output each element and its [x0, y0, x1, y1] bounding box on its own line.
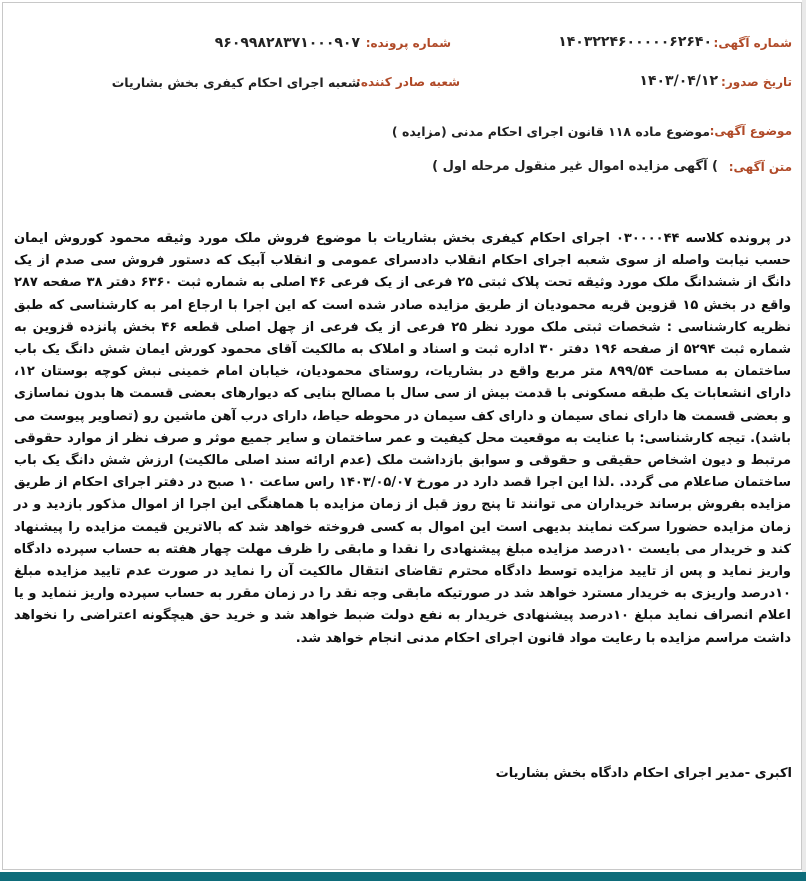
subject-value: موضوع ماده ۱۱۸ قانون اجرای احکام مدنی (مزایده )	[391, 124, 710, 139]
issuer-value: شعبه اجرای احکام کیفری بخش بشاریات	[111, 75, 360, 90]
text-label: متن آگهی:	[728, 160, 792, 174]
subject-label: موضوع آگهی:	[709, 124, 792, 138]
ad-number-value: ۱۴۰۳۲۲۴۶۰۰۰۰۰۶۲۶۴۰	[558, 34, 712, 50]
issue-date-label: تاریخ صدور:	[721, 75, 792, 89]
ad-number-label: شماره آگهی:	[713, 36, 792, 50]
ad-body	[14, 228, 791, 650]
signature: اکبری -مدیر اجرای احکام دادگاه بخش بشاریات	[495, 766, 792, 781]
text-title: ) آگهی مزایده اموال غیر منقول مرحله اول )	[432, 159, 718, 174]
issue-date-value: ۱۴۰۳/۰۴/۱۲	[639, 73, 718, 89]
bottom-bar	[0, 872, 806, 881]
issuer-label: شعبه صادر کننده:	[356, 75, 460, 89]
vertical-scrollbar[interactable]	[802, 0, 806, 872]
ad-body-paragraph: در پرونده کلاسه ۰۳۰۰۰۰۴۴ اجرای احکام کیفری بخش بشاریات با موضوع فروش ملک مورد وثیقه محمود کوروش ایمان حسب نیابت واصله از سوی شعبه اجرای احکام انقلاب دادسرای عمومی و انقلاب آبیک که دستور فروش سی صدم از یک دانگ از ششدانگ ملک مورد وثیقه تحت پلاک ثبتی ۲۵ فرعی از یک فرعی ۴۶ اصلی به شماره ثبت ۶۳۶۰ دفتر ۳۸ صفحه ۲۸۷ واقع در بخش ۱۵ قزوین قریه محمودیان از طریق مزایده صادر شده است که این اجرا با ارجاع امر به کارشناسی که طبق نظریه کارشناسی : شخصات ثبتی ملک مورد نظر ۲۵ فرعی از یک فرعی از چهل اصلی قطعه ۴۶ بخش پانزده قزوین به شماره ثبت ۵۲۹۴ از صفحه ۱۹۶ دفتر ۳۰ اداره ثبت و اسناد و املاک به مالکیت آقای محمود کورش ایمان شش دانگ یک باب ساختمان به مساحت ۸۹۹/۵۴ متر مربع واقع در بشاریات، روستای محمودیان، خیابان امام خمینی نبش کوچه بوستان ۱۲، دارای انشعابات یک طبقه مسکونی با قدمت بیش از سی سال با مصالح بنایی که دیوارهای بعضی قسمت ها بدون نماسازی و بعضی قسمت ها دارای نمای سیمان و دارای کف سیمان در محوطه حیاط، دارای درب آهن ماشین رو (تصاویر پیوست می باشد). تیجه کارشناسی: با عنایت به موقعیت محل کیفیت و عمر ساختمان و سایر جمیع موثر و صرف نظر از موارد حقوقی مرتبط و دیون اشخاص حقیقی و حقوقی و سوابق بازداشت ملک (عدم ارائه سند اصلی مالکیت) ارزش شش دانگ یک باب ساختمان صاعلام می گردد. .لذا این اجرا قصد دارد در مورخ ۱۴۰۳/۰۵/۰۷ راس ساعت ۱۰ صبح در دفتر اجرای احکام از طریق مزایده بفروش برساند خریداران می توانند تا پنج روز قبل از زمان مزایده با هماهنگی این اجرا از اموال مذکور بازدید و در زمان مزایده حضورا سرکت نمایند بدیهی است این اموال به کسی فروخته خواهد شد که بالاترین قیمت مزایده را پیشنهاد کند و خریدار می بایست ۱۰درصد مزایده مبلغ پیشنهادی را نقدا و مابقی را ظرف مهلت چهار هفته به حساب سپرده دادگاه واریز نماید و پس از تایید مزایده توسط دادگاه محترم تقاضای انتقال مالکیت آن را نماید در صورت عدم تایید مزایده مبلغ ۱۰درصد واریزی به خریدار مسترد خواهد شد در صورتیکه مابقی وجه نقد را در زمان مقرر به حساب سپرده واریز ننماید و یا اعلام انصراف نماید مبلغ ۱۰درصد پیشنهادی خریدار به نفع دولت ضبط خواهد شد و خرید حق هیچگونه اعتراضی را نخواهد داشت مراسم مزایده با رعایت مواد قانون اجرای احکام مدنی انجام خواهد شد.	[14, 231, 792, 646]
case-number-label: شماره پرونده:	[365, 36, 451, 50]
case-number-value: ۹۶۰۹۹۸۲۸۳۷۱۰۰۰۹۰۷	[214, 35, 360, 51]
